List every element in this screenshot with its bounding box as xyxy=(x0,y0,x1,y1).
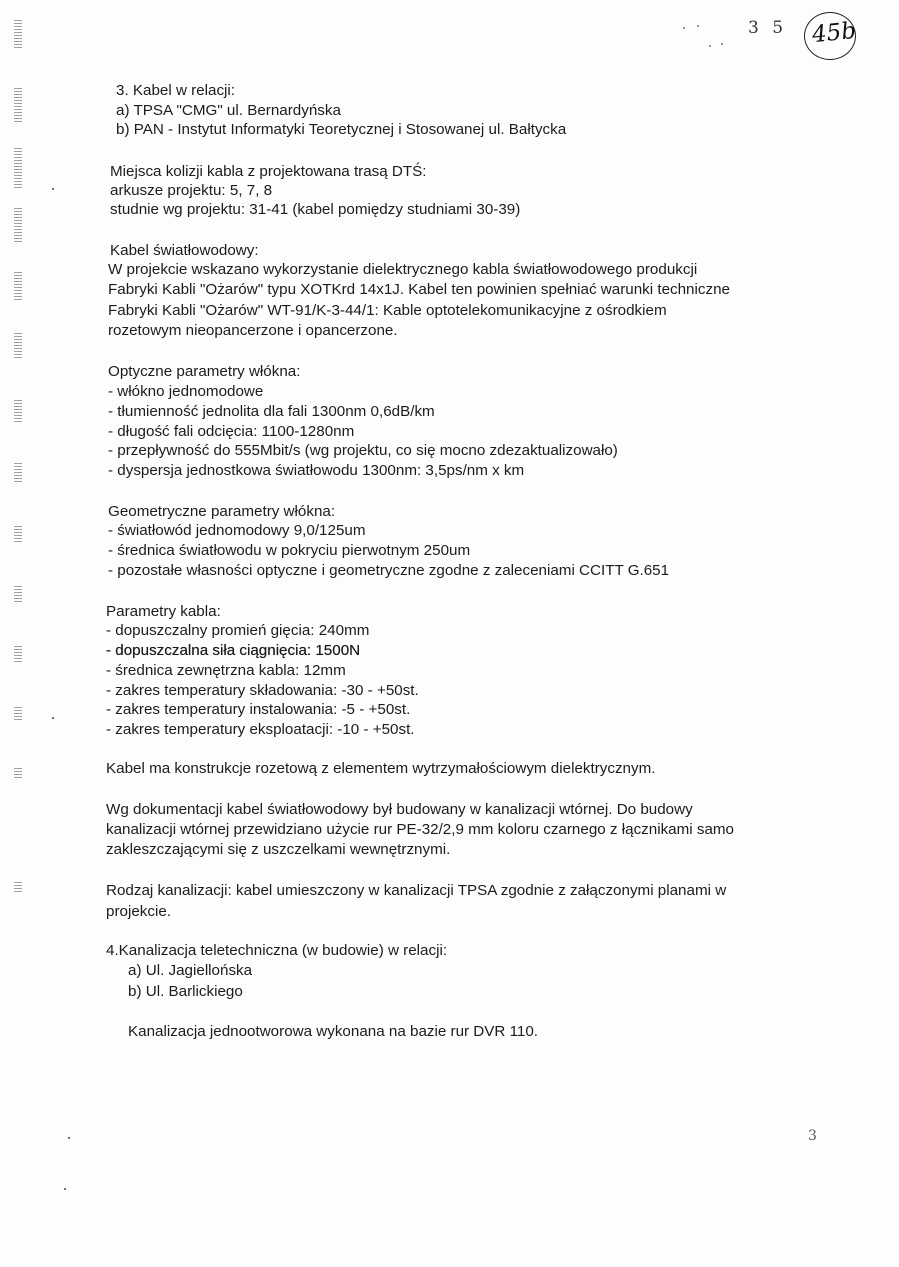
optical-params-heading: Optyczne parametry włókna: xyxy=(108,363,301,380)
cable-params-heading: Parametry kabla: xyxy=(106,603,221,620)
list-item: - średnica zewnętrzna kabla: 12mm xyxy=(106,662,346,679)
page-number-bottom: 3 xyxy=(808,1128,817,1144)
list-item: a) TPSA "CMG" ul. Bernardyńska xyxy=(116,102,341,119)
documentation-line: kanalizacji wtórnej przewidziano użycie rur PE-32/2,9 mm koloru czarnego z łącznikami samo xyxy=(106,821,735,838)
list-item: - pozostałe własności optyczne i geometryczne zgodne z zaleceniami CCITT G.651 xyxy=(108,562,670,579)
list-item: - dyspersja jednostkowa światłowodu 1300nm: 3,5ps/nm x km xyxy=(108,462,525,479)
fiber-cable-line: W projekcie wskazano wykorzystanie dielektrycznego kabla światłowodowego produkcji xyxy=(108,261,698,278)
conduit-type-line: projekcie. xyxy=(106,903,171,920)
stamp-number: 45b xyxy=(810,17,858,49)
page-stamp xyxy=(804,12,856,60)
binding-edge-artifacts xyxy=(6,10,36,1260)
telecom-conduit-heading: 4.Kanalizacja teletechniczna (w budowie) w relacji: xyxy=(106,942,448,959)
scan-dots xyxy=(680,20,726,50)
construction-line: Kabel ma konstrukcje rozetową z elementem wytrzymałościowym dielektrycznym. xyxy=(106,760,656,777)
list-item: - dopuszczalny promień gięcia: 240mm xyxy=(106,622,370,639)
list-item: b) Ul. Barlickiego xyxy=(128,983,243,1000)
section-cable-relation-heading: 3. Kabel w relacji: xyxy=(116,82,236,99)
fiber-cable-heading: Kabel światłowodowy: xyxy=(110,242,259,259)
documentation-line: zakleszczającymi się z uszczelkami wewnętrznymi. xyxy=(106,841,451,858)
list-item: - zakres temperatury składowania: -30 - +50st. xyxy=(106,682,419,699)
page-number-top: 3 5 xyxy=(748,18,788,38)
list-item: - dopuszczalna siła ciągnięcia: 1500N xyxy=(106,642,361,659)
collision-line: arkusze projektu: 5, 7, 8 xyxy=(110,182,273,199)
list-item: b) PAN - Instytut Informatyki Teoretycznej i Stosowanej ul. Bałtycka xyxy=(116,121,567,138)
fiber-cable-line: Fabryki Kabli "Ożarów" typu XOTKrd 14x1J. Kabel ten powinien spełniać warunki techniczne xyxy=(108,281,730,298)
conduit-type-line: Rodzaj kanalizacji: kabel umieszczony w kanalizacji TPSA zgodnie z załączonymi planami w xyxy=(106,882,727,899)
list-item: - światłowód jednomodowy 9,0/125um xyxy=(108,522,366,539)
list-item: a) Ul. Jagiellońska xyxy=(128,962,253,979)
geometric-params-heading: Geometryczne parametry włókna: xyxy=(108,503,336,520)
list-item: - długość fali odcięcia: 1100-1280nm xyxy=(108,423,355,440)
list-item: - średnica światłowodu w pokryciu pierwotnym 250um xyxy=(108,542,471,559)
list-item: - przepływność do 555Mbit/s (wg projektu, co się mocno zdezaktualizowało) xyxy=(108,442,618,459)
list-item: - włókno jednomodowe xyxy=(108,383,264,400)
fiber-cable-line: Fabryki Kabli "Ożarów" WT-91/K-3-44/1: Kable optotelekomunikacyjne z ośrodkiem xyxy=(108,302,667,319)
list-item: - tłumienność jednolita dla fali 1300nm 0,6dB/km xyxy=(108,403,435,420)
list-item: - zakres temperatury instalowania: -5 - +50st. xyxy=(106,701,411,718)
list-item: - zakres temperatury eksploatacji: -10 - +50st. xyxy=(106,721,415,738)
fiber-cable-line: rozetowym nieopancerzone i opancerzone. xyxy=(108,322,398,339)
collision-line: Miejsca kolizji kabla z projektowana trasą DTŚ: xyxy=(110,163,427,180)
documentation-line: Wg dokumentacji kabel światłowodowy był budowany w kanalizacji wtórnej. Do budowy xyxy=(106,801,693,818)
collision-line: studnie wg projektu: 31-41 (kabel pomiędzy studniami 30-39) xyxy=(110,201,521,218)
telecom-conduit-note: Kanalizacja jednootworowa wykonana na bazie rur DVR 110. xyxy=(128,1023,539,1040)
